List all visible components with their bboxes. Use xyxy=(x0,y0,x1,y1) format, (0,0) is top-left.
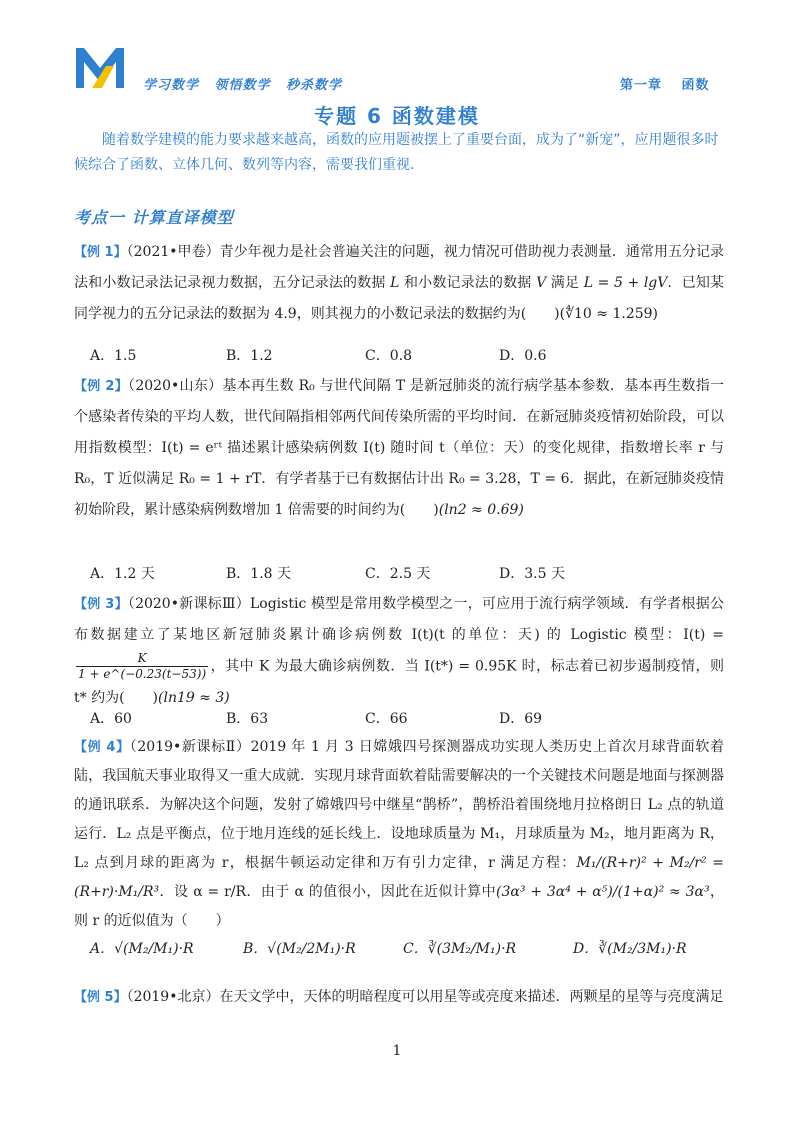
example-1 xyxy=(74,237,724,330)
example-text: ．已知某同学视力的五分记录法的数据为 4.9，则其视力的小数记录法的数据约为( ) xyxy=(74,275,725,322)
hint: (ln2 ≈ 0.69) xyxy=(438,502,524,518)
frac-den: 1 + e^(−0.23(t−53)) xyxy=(78,667,207,681)
example-text: ，则 r 的近似值为（ ） xyxy=(74,884,724,929)
example-text: ．设 α = r/R．由于 α 的值很小，因此在近似计算中 xyxy=(159,884,497,900)
example-source: （2021•甲卷） xyxy=(126,244,220,260)
example-4 xyxy=(74,733,724,936)
option-b: B．√(M₂/2M₁)·R xyxy=(243,941,356,957)
option-b: B．1.8 天 xyxy=(226,566,292,582)
option-c: C．0.8 xyxy=(365,348,412,364)
example-tag: 【例 5】 xyxy=(74,990,127,1005)
page-number: 1 xyxy=(392,1043,402,1059)
option-a: A．1.2 天 xyxy=(90,566,155,582)
example-text: 青少年视力是社会普遍关注的问题，视力情况可借助视力表测量．通常用五分记录法和小数记录法记录视力数据，五分记录法的数据 xyxy=(74,244,725,291)
example-text: 在天文学中，天体的明暗程度可以用星等或亮度来描述．两颗星的星等与亮度满足 xyxy=(219,989,724,1005)
example-tag: 【例 1】 xyxy=(74,245,127,260)
option-d: D．3.5 天 xyxy=(499,566,565,582)
option-a: A．60 xyxy=(90,711,132,727)
option-c: C．2.5 天 xyxy=(365,566,431,582)
example-2 xyxy=(74,371,724,526)
logistic-fraction xyxy=(76,651,208,682)
hint: (∜10 ≈ 1.259) xyxy=(559,306,659,322)
page-title: 专题 6 函数建模 xyxy=(314,104,480,128)
example-text: 和小数记录法的数据 xyxy=(404,275,532,291)
frac-num: K xyxy=(76,651,208,667)
header-slogan: 学习数学 领悟数学 秒杀数学 xyxy=(143,78,343,93)
section-heading: 考点一 计算直译模型 xyxy=(74,208,234,227)
option-a: A．√(M₂/M₁)·R xyxy=(90,941,194,957)
option-c: C．∛(3M₂/M₁)·R xyxy=(403,941,517,957)
example-3 xyxy=(74,589,724,714)
option-c: C．66 xyxy=(365,711,408,727)
option-d: D．∛(M₂/3M₁)·R xyxy=(573,941,687,957)
var-V: V xyxy=(536,275,547,291)
example-source: （2019•北京） xyxy=(126,989,220,1005)
example-text: Logistic 模型是常用数学模型之一，可应用于流行病学领域．有学者根据公布数据建立了某地区新冠肺炎累计确诊病例数 I(t)(t 的单位：天) 的 Logistic 模型：I(t) = xyxy=(74,596,724,643)
formula: L = 5 + lgV xyxy=(583,275,668,291)
option-d: D．0.6 xyxy=(499,348,547,364)
example-5 xyxy=(74,982,724,1013)
example-tag: 【例 4】 xyxy=(74,740,130,755)
example-text: ，其中 K 为最大确诊病例数．当 I(t*) = 0.95K 时，标志着已初步遏制疫情，则 t* 约为( ) xyxy=(74,658,724,706)
option-a: A．1.5 xyxy=(90,348,137,364)
hint: (ln19 ≈ 3) xyxy=(158,689,230,706)
approx-formula: (3α³ + 3α⁴ + α⁵)/(1+α)² ≈ 3α³ xyxy=(496,884,710,900)
example-text: 基本再生数 R₀ 与世代间隔 T 是新冠肺炎的流行病学基本参数．基本再生数指一个感染者传染的平均人数，世代间隔指相邻两代间传染所需的平均时间．在新冠肺炎疫情初始阶段，可以用指数模型：I(t) = eʳᵗ 描述累计感染病例数 I(t) 随时间 t（单位：天）的变化规律，指数增长率 r 与 R₀，T 近似满足 R₀ = 1 + rT．有学者基于已有数据估计出 R₀ = 3.28，T = 6．据此，在新冠肺炎疫情初始阶段，累计感染病例数增加 1 倍需要的时间约为( ) xyxy=(74,378,724,518)
example-source: （2020•山东） xyxy=(128,378,223,394)
equation: M₁/(R+r)² + M₂/r² = (R+r)·M₁/R³ xyxy=(74,855,724,900)
example-tag: 【例 2】 xyxy=(74,379,129,394)
example-text: 2019 年 1 月 3 日嫦娥四号探测器成功实现人类历史上首次月球背面软着陆，我国航天事业取得又一重大成就．实现月球背面软着陆需要解决的一个关键技术问题是地面与探测器的通讯联系．为解决这个问题，发射了嫦娥四号中继星“鹊桥”，鹊桥沿着围绕地月拉格朗日 L₂ 点的轨道运行．L₂ 点是平衡点，位于地月连线的延长线上．设地球质量为 M₁，月球质量为 M₂，地月距离为 R，L₂ 点到月球的距离为 r，根据牛顿运动定律和万有引力定律，r 满足方程： xyxy=(74,739,724,871)
option-b: B．1.2 xyxy=(226,348,273,364)
example-source: （2019•新课标Ⅱ） xyxy=(129,739,251,755)
option-b: B．63 xyxy=(226,711,269,727)
header-chapter: 第一章 函数 xyxy=(620,78,710,93)
logo xyxy=(74,44,126,90)
example-source: （2020•新课标Ⅲ） xyxy=(127,596,250,612)
example-text: 满足 xyxy=(550,275,580,291)
example-tag: 【例 3】 xyxy=(74,597,128,612)
intro-paragraph: 随着数学建模的能力要求越来越高，函数的应用题被摆上了重要台面，成为了“新宠”，应用题很多时候综合了函数、立体几何、数列等内容，需要我们重视. xyxy=(74,132,719,173)
option-d: D．69 xyxy=(499,711,543,727)
var-L: L xyxy=(390,275,400,291)
